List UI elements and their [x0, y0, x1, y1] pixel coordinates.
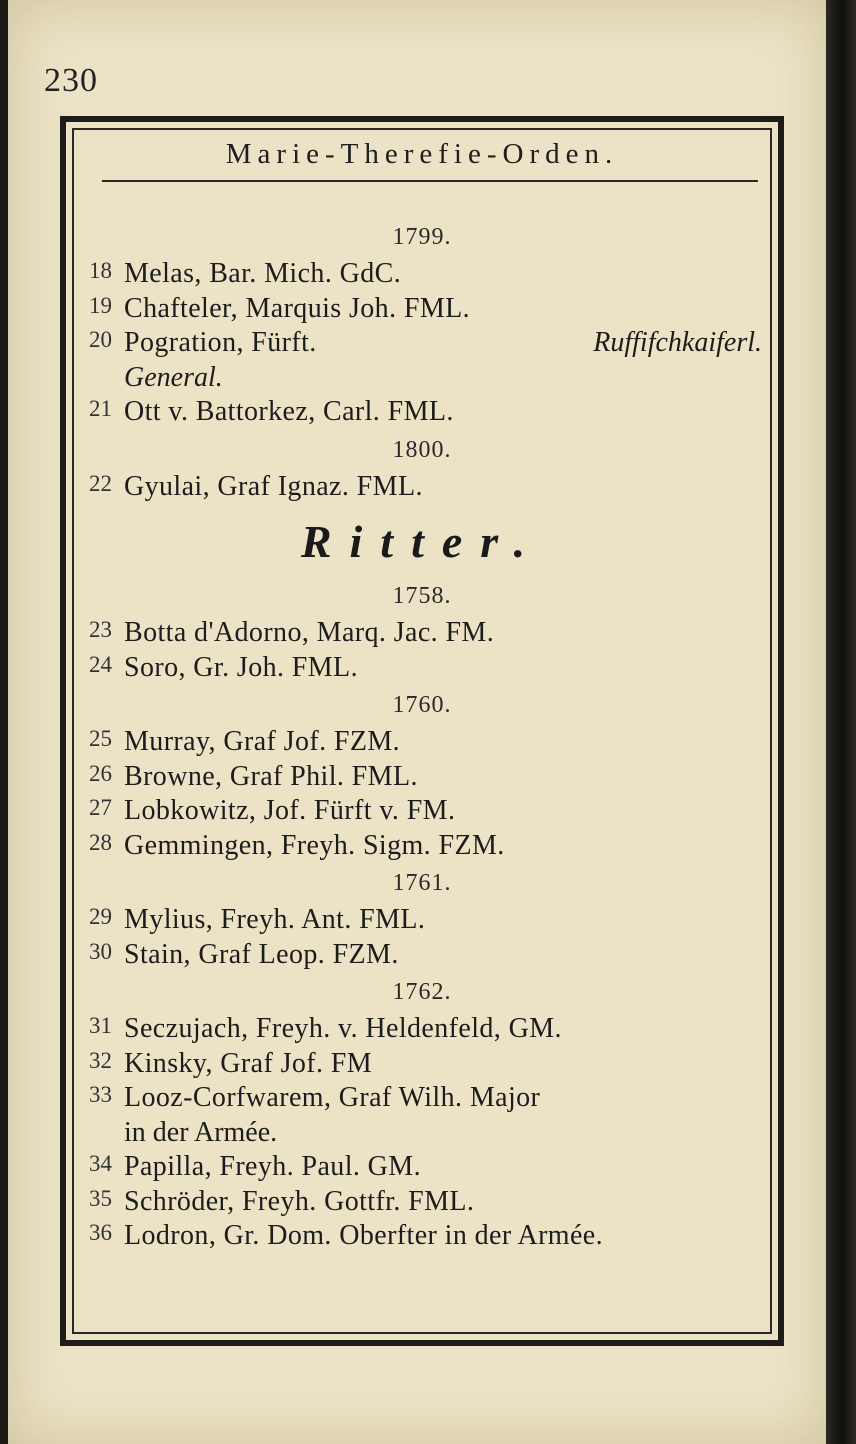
entry-text: Murray, Graf Jof. FZM. — [124, 726, 401, 757]
entry-number: 33 — [89, 1082, 112, 1107]
year-heading: 1758. — [392, 583, 452, 609]
entry-number: 29 — [89, 904, 112, 929]
page-frame — [60, 116, 784, 1346]
entry-text: Gemmingen, Freyh. Sigm. FZM. — [124, 829, 505, 861]
page-header-title: Marie-Therefie-Orden. — [225, 138, 619, 170]
entry-note: Ruffifchkaiferl. — [593, 327, 762, 358]
entry-text: Lobkowitz, Jof. Fürft v. FM. — [124, 795, 456, 826]
entry-row — [66, 1082, 778, 1116]
entry-text: Botta d'Adorno, Marq. Jac. FM. — [124, 617, 495, 648]
entry-text: Looz-Corfwarem, Graf Wilh. Major — [124, 1082, 541, 1113]
entry-text: Lodron, Gr. Dom. Oberfter in der Armée. — [124, 1220, 604, 1251]
entry-row — [66, 1186, 778, 1220]
entry-text: Chafteler, Marquis Joh. FML. — [124, 292, 471, 324]
entry-number: 31 — [89, 1013, 112, 1038]
entry-number: 23 — [89, 617, 112, 642]
entry-number: 34 — [89, 1151, 112, 1176]
entry-number: 19 — [89, 292, 112, 318]
entry-text: Mylius, Freyh. Ant. FML. — [124, 904, 426, 935]
entry-row — [66, 1048, 778, 1082]
section-title: Ritter. — [300, 516, 544, 567]
year-heading: 1760. — [392, 692, 452, 718]
entry-number: 18 — [89, 258, 112, 283]
book-page — [8, 0, 828, 1444]
entry-number: 25 — [89, 726, 112, 751]
entry-text: Seczujach, Freyh. v. Heldenfeld, GM. — [124, 1013, 562, 1044]
entry-text: Soro, Gr. Joh. FML. — [124, 651, 358, 683]
entry-text: Browne, Graf Phil. FML. — [124, 760, 418, 792]
entry-text: Gyulai, Graf Ignaz. FML. — [124, 470, 423, 502]
entry-text: Ott v. Battorkez, Carl. FML. — [124, 396, 454, 427]
entry-row — [66, 327, 778, 361]
year-heading: 1761. — [392, 870, 452, 896]
entry-row — [66, 830, 778, 864]
entry-row — [66, 293, 778, 327]
entry-number: 21 — [89, 396, 112, 421]
book-binding — [826, 0, 856, 1444]
entry-text: Papilla, Freyh. Paul. GM. — [124, 1151, 421, 1182]
entry-text: Stain, Graf Leop. FZM. — [124, 938, 399, 970]
entry-number: 27 — [89, 795, 112, 820]
entry-row — [66, 652, 778, 686]
entry-number: 30 — [89, 938, 112, 964]
entry-number: 20 — [89, 327, 112, 352]
entry-number: 22 — [89, 470, 112, 496]
entry-number: 35 — [89, 1185, 112, 1211]
entry-number: 26 — [89, 760, 112, 786]
entry-row — [66, 904, 778, 938]
entry-row — [66, 617, 778, 651]
entry-number: 32 — [89, 1047, 112, 1073]
page-number: 230 — [44, 62, 98, 99]
entry-text: Melas, Bar. Mich. GdC. — [124, 258, 402, 289]
entry-number: 36 — [89, 1220, 112, 1245]
entry-row — [66, 795, 778, 829]
year-heading: 1762. — [392, 979, 452, 1005]
entry-text: Schröder, Freyh. Gottfr. FML. — [124, 1185, 475, 1217]
entry-text: Kinsky, Graf Jof. FM — [124, 1047, 373, 1079]
entry-row — [66, 1220, 778, 1254]
entry-continuation: in der Armée. — [124, 1116, 278, 1148]
entry-text: Pogration, Fürft. — [124, 327, 317, 358]
entry-row — [66, 761, 778, 795]
entry-row — [66, 258, 778, 292]
entries-list — [66, 122, 778, 1340]
entry-number: 28 — [89, 829, 112, 855]
year-heading: 1799. — [392, 224, 452, 250]
year-heading: 1800. — [392, 436, 452, 463]
entry-row — [66, 1013, 778, 1047]
entry-number: 24 — [89, 651, 112, 677]
entry-row — [66, 726, 778, 760]
entry-row — [66, 939, 778, 973]
entry-row — [66, 396, 778, 430]
entry-row — [66, 1151, 778, 1185]
entry-continuation: General. — [124, 361, 223, 393]
entry-row — [66, 471, 778, 505]
